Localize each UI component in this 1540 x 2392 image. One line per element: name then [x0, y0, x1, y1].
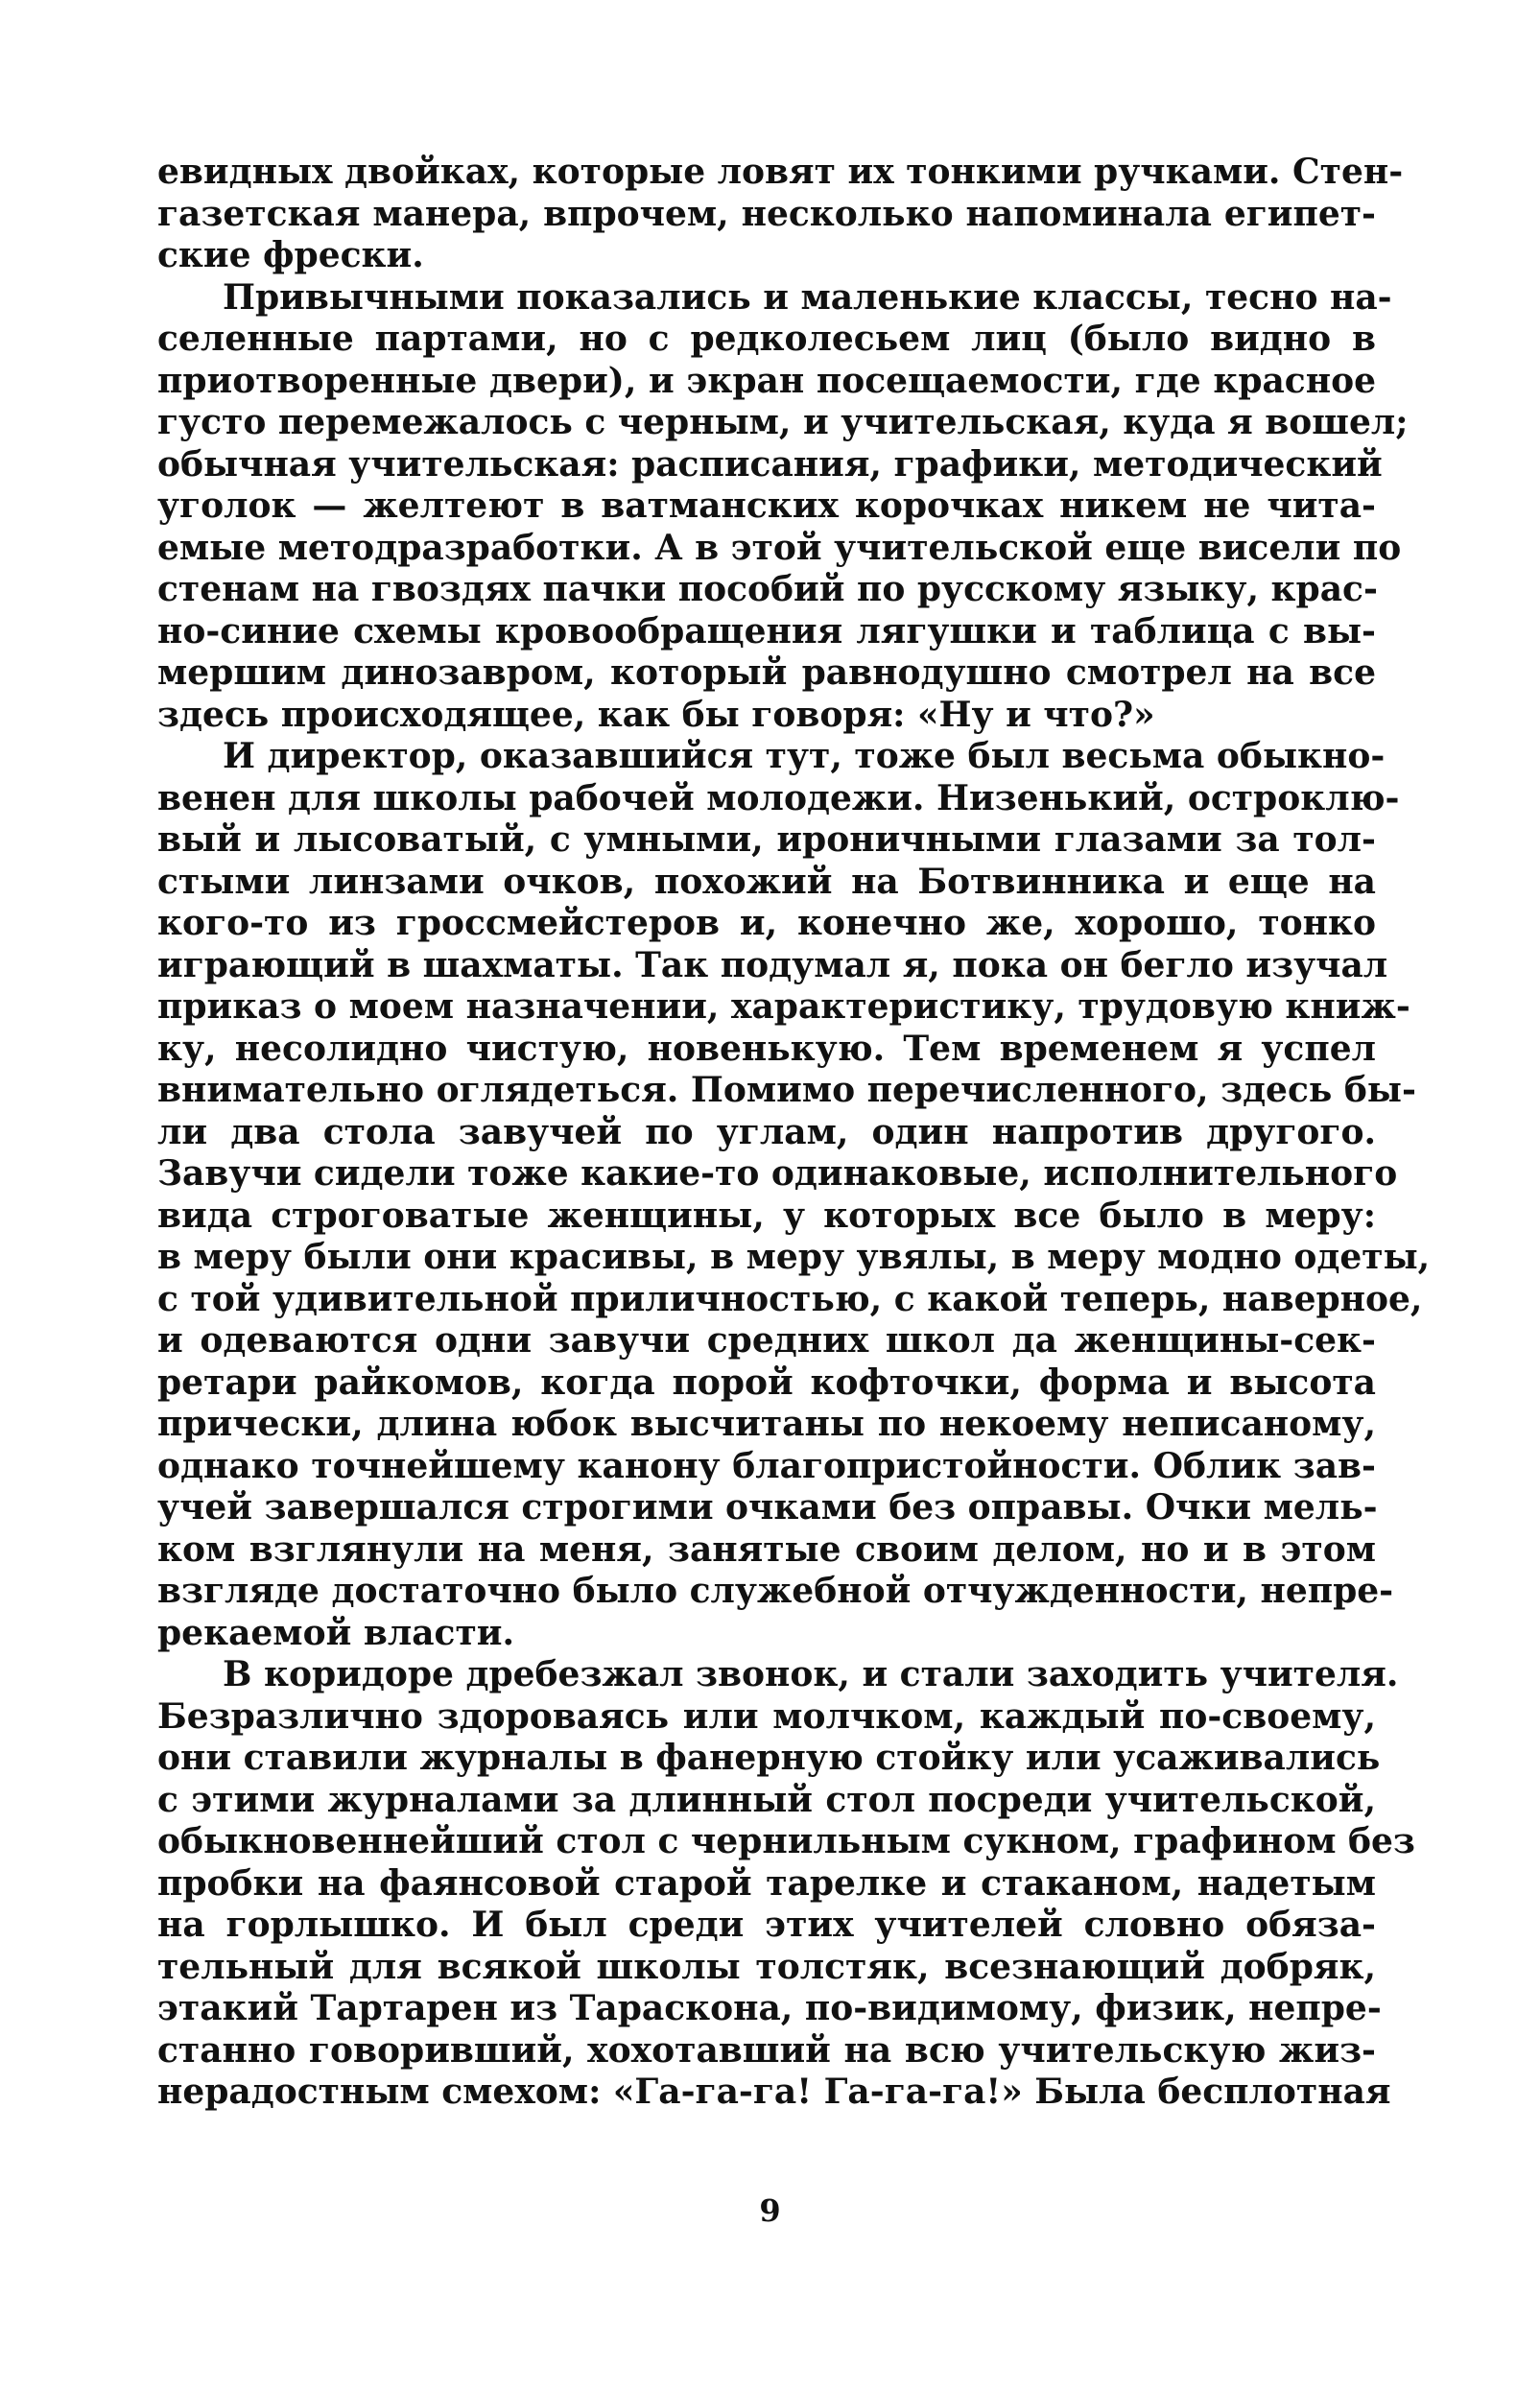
text-line: В коридоре дребезжал звонок, и стали заходить учителя. — [223, 1654, 1399, 1694]
text-line: на горлышко. И был среди этих учителей словно обяза- — [157, 1905, 1376, 1945]
text-line: ком взглянули на меня, занятые своим делом, но и в этом — [157, 1528, 1376, 1570]
page-number: 9 — [759, 2192, 781, 2229]
text-line: ли два стола завучей по углам, один напротив другого. — [157, 1111, 1376, 1152]
text-line: однако точнейшему канону благопристойности. Облик зав- — [157, 1445, 1376, 1486]
text-line: газетская манера, впрочем, несколько напоминала египет- — [157, 193, 1376, 234]
text-line: венен для школы рабочей молодежи. Низенький, остроклю- — [157, 777, 1400, 818]
text-line: густо перемежалось с черным, и учительская, куда я вошел; — [157, 402, 1409, 442]
text-line: станно говоривший, хохотавший на всю учительскую жиз- — [157, 2029, 1376, 2071]
text-line: И директор, оказавшийся тут, тоже был весьма обыкно- — [223, 736, 1386, 776]
text-line: но-синие схемы кровообращения лягушки и таблица с вы- — [157, 610, 1376, 651]
text-line: тельный для всякой школы толстяк, всезнающий добряк, — [157, 1946, 1376, 1987]
text-line: и одеваются одни завучи средних школ да женщины-сек- — [157, 1320, 1376, 1361]
text-line: обычная учительская: расписания, графики, методический — [157, 443, 1383, 485]
text-line: внимательно оглядеться. Помимо перечисленного, здесь бы- — [157, 1070, 1416, 1110]
text-line: Привычными показались и маленькие классы, тесно на- — [223, 276, 1392, 318]
text-line: пробки на фаянсовой старой тарелке и стаканом, надетым — [157, 1862, 1376, 1904]
text-line: приотворенные двери), и экран посещаемости, где красное — [157, 360, 1376, 401]
text-line: уголок — желтеют в ватманских корочках никем не чита- — [157, 486, 1376, 526]
text-line: в меру были они красивы, в меру увялы, в меру модно одеты, — [157, 1237, 1431, 1277]
text-line: ские фрески. — [157, 235, 424, 275]
text-line: Завучи сидели тоже какие-то одинаковые, исполнительного — [157, 1153, 1398, 1194]
text-line: ку, несолидно чистую, новенькую. Тем временем я успел — [157, 1028, 1376, 1069]
text-line: взгляде достаточно было служебной отчужденности, непре- — [157, 1571, 1394, 1611]
text-line: учей завершался строгими очками без оправы. Очки мель- — [157, 1487, 1378, 1528]
text-line: приказ о моем назначении, характеристику, трудовую книж- — [157, 986, 1410, 1027]
text-line: стенам на гвоздях пачки пособий по русскому языку, крас- — [157, 569, 1378, 609]
text-line: с этими журналами за длинный стол посреди учительской, — [157, 1779, 1376, 1820]
body-text — [157, 152, 1431, 2114]
text-line: ретари райкомов, когда порой кофточки, форма и высота — [157, 1362, 1376, 1403]
text-line: играющий в шахматы. Так подумал я, пока он бегло изучал — [157, 944, 1388, 985]
text-line: рекаемой власти. — [157, 1612, 515, 1653]
text-line: вида строговатые женщины, у которых все было в меру: — [157, 1195, 1376, 1236]
text-line: этакий Тартарен из Тараскона, по-видимому, физик, непре- — [157, 1988, 1382, 2028]
text-line: стыми линзами очков, похожий на Ботвинника и еще на — [157, 861, 1376, 902]
text-line: Безразлично здороваясь или молчком, каждый по-своему, — [157, 1695, 1376, 1737]
text-line: они ставили журналы в фанерную стойку или усаживались — [157, 1738, 1381, 1778]
text-line: емые методразработки. А в этой учительской еще висели по — [157, 527, 1402, 568]
text-line: вый и лысоватый, с умными, ироничными глазами за тол- — [157, 819, 1376, 860]
text-line: евидных двойках, которые ловят их тонкими ручками. Стен- — [157, 152, 1404, 192]
text-line: селенные партами, но с редколесьем лиц (было видно в — [157, 319, 1376, 359]
text-line: нерадостным смехом: «Га-га-га! Га-га-га!» Была бесплотная — [157, 2072, 1391, 2112]
text-line: прически, длина юбок высчитаны по некоему неписаному, — [157, 1404, 1376, 1444]
text-line: здесь происходящее, как бы говоря: «Ну и что?» — [157, 694, 1155, 735]
text-line: кого-то из гроссмейстеров и, конечно же, хорошо, тонко — [157, 903, 1376, 943]
text-line: мершим динозавром, который равнодушно смотрел на все — [157, 652, 1376, 693]
text-line: обыкновеннейший стол с чернильным сукном, графином без — [157, 1821, 1415, 1861]
text-line: с той удивительной приличностью, с какой теперь, наверное, — [157, 1278, 1423, 1319]
